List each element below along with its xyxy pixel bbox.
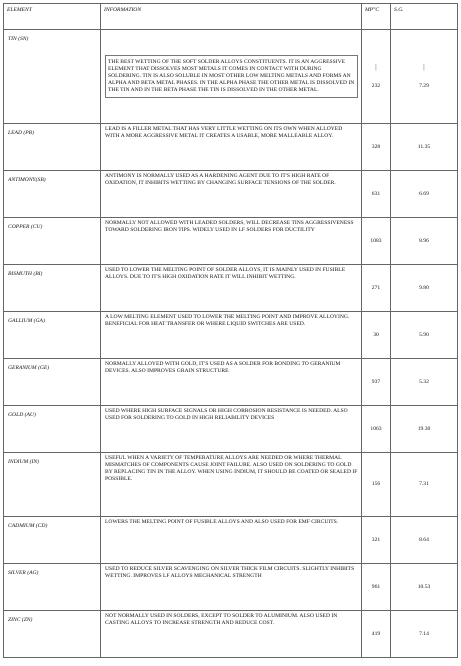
table-row	[4, 359, 458, 406]
information-cell: NORMALLY ALLOYED WITH GOLD, IT'S USED AS A SOLDER FOR BONDING TO GERANIUM DEVICES. ALSO IMPROVES GRAIN STRUCTURE	[101, 359, 362, 406]
element-cell: GALLIUM (GA)	[4, 312, 101, 359]
table-row	[4, 564, 458, 611]
tick-mark: |	[423, 63, 425, 71]
table-row	[4, 218, 458, 265]
mp-cell: 30	[362, 312, 391, 359]
sg-cell: 10.53	[391, 564, 458, 611]
mp-cell: 937	[362, 359, 391, 406]
table-row	[4, 453, 458, 517]
mp-value: 232	[371, 83, 381, 89]
element-cell: INDIUM (IN)	[4, 453, 101, 517]
element-cell: BISMUTH (BI)	[4, 265, 101, 312]
header-sg: S.G.	[391, 4, 458, 30]
element-cell: LEAD (PB)	[4, 124, 101, 171]
information-cell: ANTIMONY IS NORMALLY USED AS A HARDENING AGENT DUE TO IT'S HIGH RATE OF OXIDATION, IT INHIBITS WETTING BY CHANGING SURFACE TENSIONS OF THE SOLDER.	[101, 171, 362, 218]
element-cell: GERANIUM (GE)	[4, 359, 101, 406]
element-cell: COPPER (CU)	[4, 218, 101, 265]
sg-cell: 9.80	[391, 265, 458, 312]
mp-cell: 1083	[362, 218, 391, 265]
tick-mark: |	[375, 63, 377, 71]
information-cell: USED TO REDUCE SILVER SCAVENGING ON SILVER THICK FILM CIRCUITS. SLIGHTLY INHIBITS WETTING. IMPROVES LF ALLOYS MECHANICAL STRENGTH	[101, 564, 362, 611]
header-element: ELEMENT	[4, 4, 101, 30]
information-cell: NOT NORMALLY USED IN SOLDERS, EXCEPT TO SOLDER TO ALUMINIUM. ALSO USED IN CASTING ALLOYS TO INCREASE STRENGTH AND REDUCE COST.	[101, 611, 362, 658]
table-row	[4, 517, 458, 564]
mp-cell: 271	[362, 265, 391, 312]
information-cell: LOWERS THE MELTING POINT OF FUSIBLE ALLOYS AND ALSO USED FOR EMF CIRCUITS.	[101, 517, 362, 564]
sg-cell: 8.96	[391, 218, 458, 265]
mp-cell: 328	[362, 124, 391, 171]
mp-cell	[362, 30, 391, 124]
element-cell: ZINC (ZN)	[4, 611, 101, 658]
header-mp: MP°C	[362, 4, 391, 30]
table-row	[4, 265, 458, 312]
sg-cell: 6.69	[391, 171, 458, 218]
sg-cell	[391, 30, 458, 124]
table-row	[4, 30, 458, 124]
table-row	[4, 406, 458, 453]
element-cell: SILVER (AG)	[4, 564, 101, 611]
information-cell: NORMALLY NOT ALLOWED WITH LEADED SOLDERS, WILL DECREASE TINS AGGRESSIVENESS TOWARD SOLDERING IRON TIPS. WIDELY USED IN LF SOLDERS FOR DUCTILITY	[101, 218, 362, 265]
sg-cell: 11.35	[391, 124, 458, 171]
sg-cell: 19.30	[391, 406, 458, 453]
information-text: THE BEST WETTING OF THE SOFT SOLDER ALLOYS CONSTITUENTS. IT IS AN AGGRESSIVE ELEMENT THAT DISSOLVES MOST METALS IT COMES IN CONTACT WITH DURING SOLDERING. TIN IS ALSO SOLUBLE IN MOST OTHER LOW MELTING METALS AND FORMS AN ALPHA AND BETA METAL PHASES. IN THE ALPHA PHASE THE OTHER METAL IS DISSOLVED IN THE TIN AND IN THE BETA PHASE THE TIN IS DISSOLVED IN THE OTHER METAL.	[105, 55, 358, 98]
information-cell: A LOW MELTING ELEMENT USED TO LOWER THE MELTING POINT AND IMPROVE ALLOYING. BENEFICIAL FOR HEAT TRANSFER OR WHERE LIQUID SWITCHES ARE USED.	[101, 312, 362, 359]
header-information: INFORMATION	[101, 4, 362, 30]
mp-cell: 419	[362, 611, 391, 658]
table-header-row	[4, 4, 458, 30]
table-row	[4, 312, 458, 359]
sg-cell: 7.14	[391, 611, 458, 658]
table-row	[4, 611, 458, 658]
mp-cell: 156	[362, 453, 391, 517]
information-cell: LEAD IS A FILLER METAL THAT HAS VERY LITTLE WETTING ON ITS OWN WHEN ALLOYED WITH A MORE AGGRESSIVE METAL IT CREATES A USABLE, MORE MALLEABLE ALLOY.	[101, 124, 362, 171]
table-row	[4, 124, 458, 171]
element-cell: GOLD (AU)	[4, 406, 101, 453]
information-cell: USED TO LOWER THE MELTING POINT OF SOLDER ALLOYS, IT IS MAINLY USED IN FUSIBLE ALLOYS. DUE TO IT'S HIGH OXIDATION RATE IT WILL INHIBIT WETTING.	[101, 265, 362, 312]
information-cell: USEFUL WHEN A VARIETY OF TEMPERATURE ALLOYS ARE NEEDED OR WHERE THERMAL MISMATCHES OF COMPONENTS CAUSE JOINT FAILURE. ALSO USED ON SOLDERING TO GOLD BY REPLACING TIN IN THE ALLOY. WHEN USING INDIUM, IT SHOULD BE COATED OR SEALED IF POSSIBLE.	[101, 453, 362, 517]
sg-cell: 5.32	[391, 359, 458, 406]
mp-cell: 1063	[362, 406, 391, 453]
solder-elements-table	[3, 3, 458, 658]
element-cell: ANTIMONY(SB)	[4, 171, 101, 218]
element-cell: CADMIUM (CD)	[4, 517, 101, 564]
sg-cell: 5.90	[391, 312, 458, 359]
table-row	[4, 171, 458, 218]
mp-cell: 961	[362, 564, 391, 611]
sg-value: 7.29	[419, 83, 429, 89]
sg-cell: 8.64	[391, 517, 458, 564]
information-cell	[101, 30, 362, 124]
sg-cell: 7.31	[391, 453, 458, 517]
mp-cell: 321	[362, 517, 391, 564]
mp-cell: 631	[362, 171, 391, 218]
element-cell: TIN (SN)	[4, 30, 101, 124]
information-cell: USED WHERE HIGH SURFACE SIGNALS OR HIGH CORROSION RESISTANCE IS NEEDED. ALSO USED FOR SOLDERING TO GOLD IN HIGH RELIABILITY DEVICES	[101, 406, 362, 453]
